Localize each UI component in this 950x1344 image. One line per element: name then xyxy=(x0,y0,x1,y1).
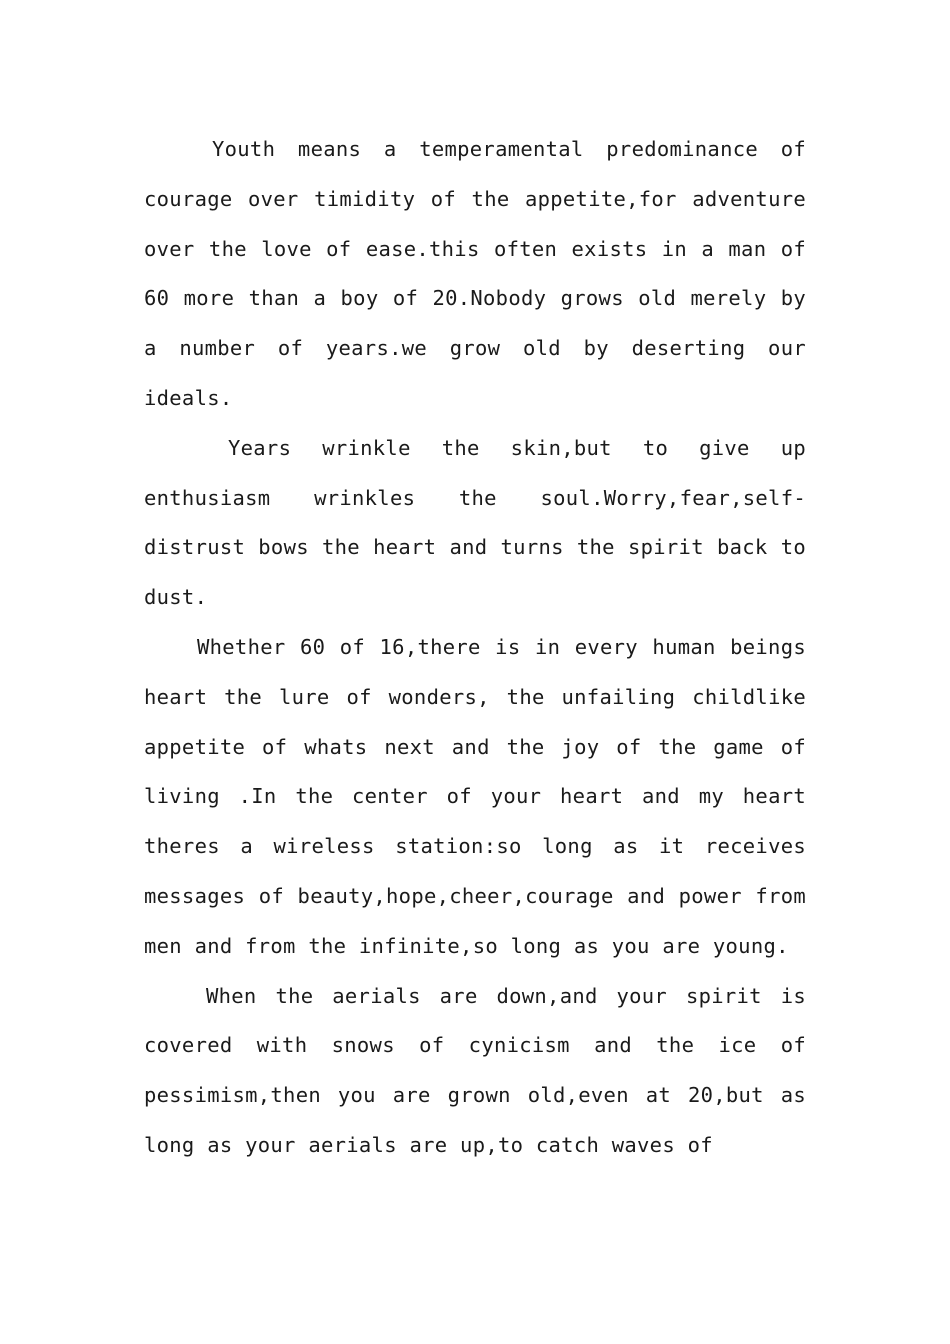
paragraph-years-wrinkle: Years wrinkle the skin,but to give up enthusiasm wrinkles the soul.Worry,fear,self-distrust bows the heart and turns the spirit back to dust. xyxy=(144,435,806,610)
document-body xyxy=(144,125,806,1171)
paragraph-youth-means: Youth means a temperamental predominance of courage over timidity of the appetite,for adventure over the love of ease.this often exists in a man of 60 more than a boy of 20.Nobody grows old merely by a number of years.we grow old by deserting our ideals. xyxy=(144,137,806,410)
paragraph-when-aerials: When the aerials are down,and your spirit is covered with snows of cynicism and the ice of pessimism,then you are grown old,even at 20,but as long as your aerials are up,to catch waves of xyxy=(144,983,806,1157)
paragraph-whether-60: Whether 60 of 16,there is in every human beings heart the lure of wonders, the unfailing childlike appetite of whats next and the joy of the game of living .In the center of your heart and my heart theres a wireless station:so long as it receives messages of beauty,hope,cheer,courage and power from men and from the infinite,so long as you are young. xyxy=(144,634,806,958)
